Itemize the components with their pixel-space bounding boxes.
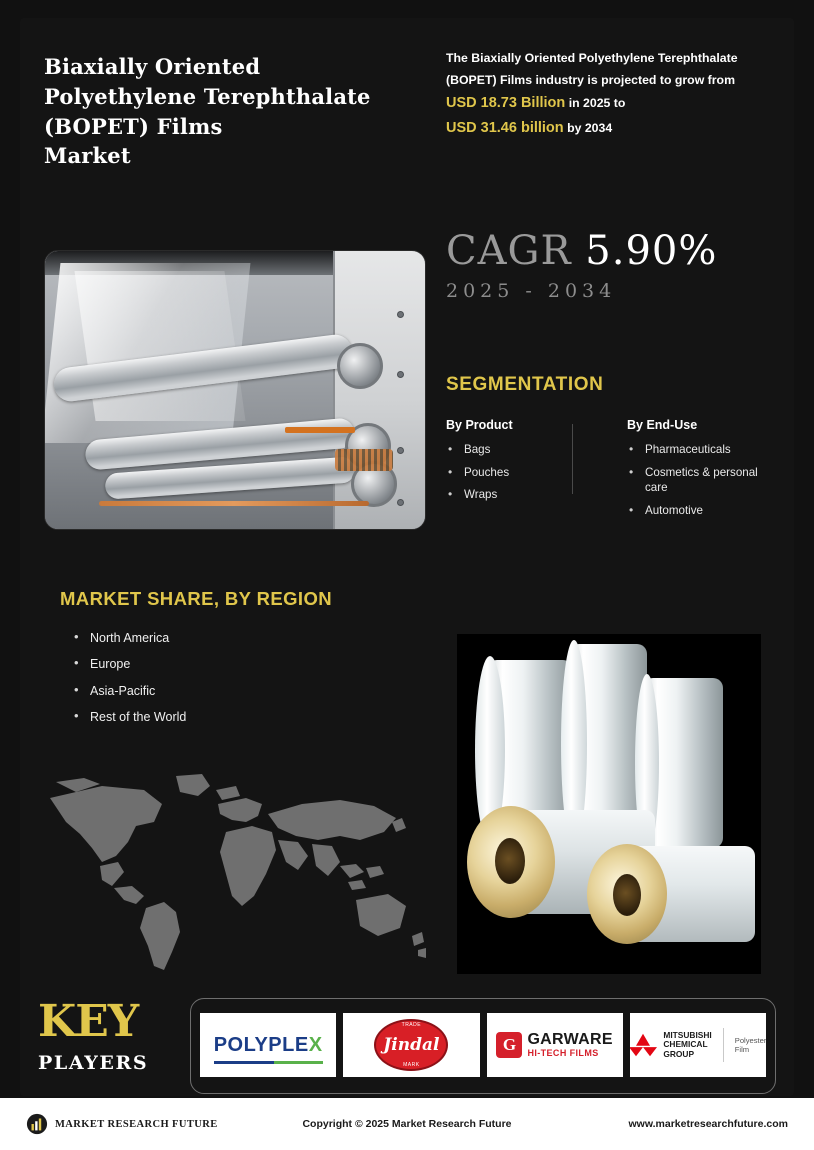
machine-copper-rail: [99, 501, 369, 506]
list-item: • Pouches: [446, 465, 597, 481]
key-players-label: [38, 996, 178, 1074]
film-roll-core: [495, 838, 525, 884]
intro-lead-1: The Biaxially Oriented Polyethylene Terephthalate: [446, 51, 738, 65]
footer-brand-text: MARKET RESEARCH FUTURE: [55, 1118, 218, 1130]
page-title: [44, 52, 424, 171]
segmentation-heading: SEGMENTATION: [446, 374, 604, 395]
bolt-icon: [397, 499, 404, 506]
mitsubishi-mark: [630, 1028, 766, 1062]
intro-lead-2: (BOPET) Films industry is projected to grow from: [446, 72, 736, 87]
cagr-value: 5.90%: [585, 228, 718, 274]
segmentation-enduse-list: [627, 442, 776, 519]
cagr-years: 2025 - 2034: [446, 280, 617, 302]
list-item: • Bags: [446, 442, 597, 458]
mitsubishi-three-diamond-icon: [630, 1032, 658, 1058]
bolt-icon: [397, 371, 404, 378]
segmentation-group-title: By Product: [446, 418, 513, 432]
page-title-line-1: Biaxially Oriented: [44, 54, 261, 79]
list-item: • Wraps: [446, 487, 597, 503]
polyplex-wordmark: [214, 1034, 323, 1057]
footer-copyright: Copyright © 2025 Market Research Future: [302, 1118, 512, 1130]
logo-divider: [723, 1028, 724, 1062]
list-item: • Asia-Pacific: [72, 683, 186, 699]
segmentation-group-enduse: [611, 418, 776, 526]
cagr-block: [446, 228, 776, 302]
film-roll-core: [613, 874, 641, 916]
jindal-wordmark: Jindal: [383, 1035, 440, 1055]
intro-paragraph: [446, 48, 776, 142]
world-map: [40, 770, 430, 980]
list-item: • Cosmetics & personal care: [627, 465, 776, 496]
segmentation-columns: [446, 418, 776, 526]
footer: [0, 1098, 814, 1150]
jindal-bottom-text: MARK: [403, 1062, 420, 1068]
garware-mark: [496, 1032, 612, 1058]
key-players-label-bottom: PLAYERS: [38, 1052, 149, 1074]
bolt-icon: [397, 311, 404, 318]
machine-orange-bar: [285, 427, 355, 433]
segmentation-group-product: [446, 418, 611, 526]
market-value-2025: USD 18.73 Billion: [446, 95, 566, 112]
list-item: • Pharmaceuticals: [627, 442, 776, 458]
region-list: [72, 630, 186, 735]
footer-website: www.marketresearchfuture.com: [628, 1118, 788, 1130]
jindal-top-text: TRADE: [401, 1022, 422, 1028]
logo-mitsubishi: [630, 1013, 766, 1077]
garware-wordmark: [527, 1032, 612, 1058]
logo-garware: [487, 1013, 623, 1077]
key-players-label-top: KEY: [38, 996, 139, 1047]
garware-name: GARWARE: [527, 1030, 613, 1048]
logo-jindal: [343, 1013, 479, 1077]
segmentation-group-title: By End-Use: [627, 418, 698, 432]
film-sheet-highlight: [74, 271, 245, 421]
page-title-line-2: Polyethylene Terephthalate: [44, 83, 371, 109]
segmentation-product-list: [446, 442, 597, 503]
page-title-line-4: Market: [44, 143, 131, 169]
mitsubishi-line-3: GROUP: [663, 1048, 695, 1059]
mitsubishi-line-1: MITSUBISHI: [663, 1029, 712, 1040]
bopet-film-rolls-photo: [457, 634, 761, 974]
market-value-2025-suffix: in 2025 to: [568, 96, 626, 111]
list-item: • North America: [72, 630, 186, 646]
market-value-2034-suffix: by 2034: [567, 121, 613, 136]
garware-g-icon: G: [496, 1032, 522, 1058]
bopet-film-machine-photo: [44, 250, 426, 530]
polyplex-accent-letter: X: [308, 1033, 323, 1056]
polyplex-text: POLYPLE: [213, 1033, 309, 1056]
mitsubishi-sub-line-2: Film: [734, 1045, 750, 1054]
garware-tagline: HI-TECH FILMS: [527, 1047, 599, 1058]
machine-coil: [335, 449, 393, 471]
list-item: • Rest of the World: [72, 709, 186, 725]
world-map-svg: [40, 770, 430, 980]
market-research-future-logo-icon: [26, 1113, 48, 1135]
roller-hub: [337, 343, 383, 389]
list-item: • Automotive: [627, 503, 776, 519]
cagr-line: [446, 228, 776, 274]
key-players-logo-row: [200, 1013, 766, 1077]
mitsubishi-wordmark: [663, 1031, 711, 1060]
logo-polyplex: [200, 1013, 336, 1077]
mitsubishi-subbrand: [735, 1036, 766, 1054]
cagr-label: CAGR: [446, 228, 572, 274]
page-title-line-3: (BOPET) Films: [44, 113, 223, 139]
mitsubishi-line-2: CHEMICAL: [663, 1039, 708, 1050]
mitsubishi-sub-line-1: Polyester: [734, 1035, 766, 1045]
bolt-icon: [397, 447, 404, 454]
list-item: • Europe: [72, 656, 186, 672]
footer-brand: [26, 1113, 276, 1135]
market-value-2034: USD 31.46 billion: [446, 120, 564, 137]
jindal-mark: [374, 1019, 448, 1071]
region-heading: MARKET SHARE, BY REGION: [60, 588, 332, 609]
